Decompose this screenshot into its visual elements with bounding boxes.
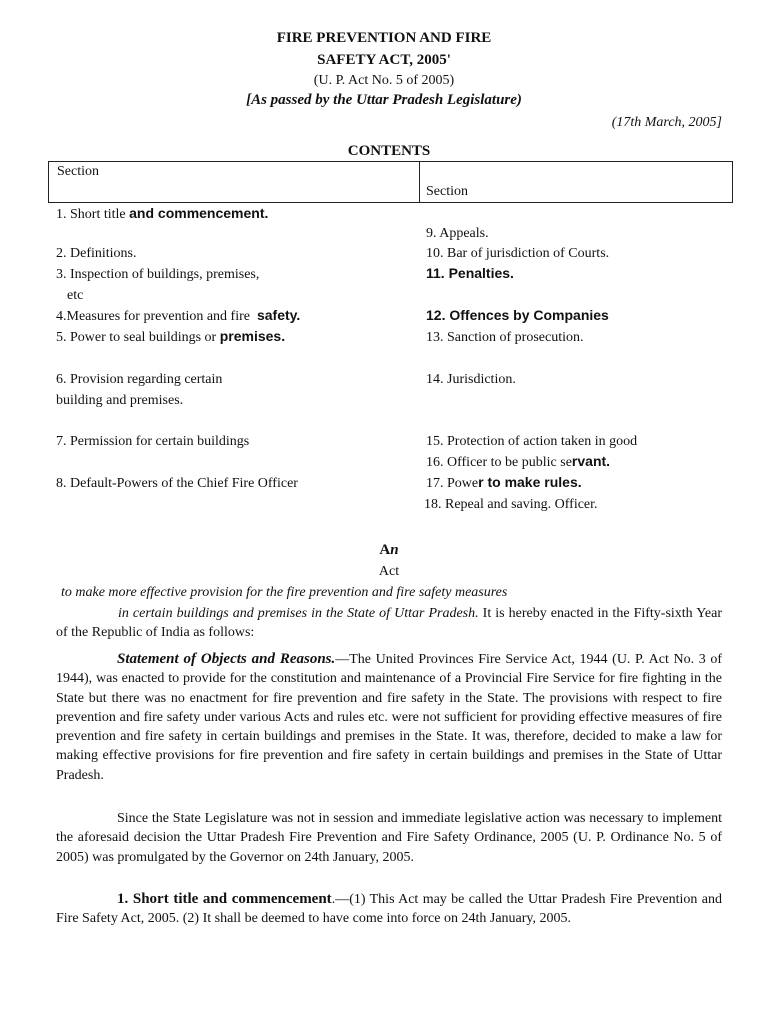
left-section-header: Section xyxy=(57,164,99,179)
toc-left-item: 5. Power to seal buildings or premises. xyxy=(56,328,286,345)
statement-heading: Statement of Objects and Reasons. xyxy=(117,651,336,667)
an-heading: An xyxy=(379,542,399,558)
preamble-line-2: in certain buildings and premises in the State of Uttar Pradesh. It is hereby enacted in the Fifty-sixth Year of the Republic of India as follows: xyxy=(56,606,722,641)
toc-left-item: 3. Inspection of buildings, premises, xyxy=(56,267,260,282)
toc-left-item: 4.Measures for prevention and fire safety. xyxy=(56,307,301,324)
passed-by-line: [As passed by the Uttar Pradesh Legislature) xyxy=(246,92,522,108)
contents-header-box xyxy=(48,161,733,203)
toc-left-item: etc xyxy=(67,288,84,303)
act-word: Act xyxy=(378,564,400,579)
toc-left-item: 2. Definitions. xyxy=(56,246,137,261)
toc-right-item: 15. Protection of action taken in good xyxy=(426,434,638,449)
ordinance-paragraph: Since the State Legislature was not in session and immediate legislative action was necessary to implement the aforesaid decision the Uttar Pradesh Fire Prevention and Fire Safety Ordinance, 2005 (U. P. Ordinance No. 5 of 2005) was promulgated by the Governor on 24th January, 2005. xyxy=(56,811,722,865)
act-number: (U. P. Act No. 5 of 2005) xyxy=(313,73,455,88)
preamble-line-1: to make more effective provision for the fire prevention and fire safety measures xyxy=(61,585,508,600)
toc-right-item: 10. Bar of jurisdiction of Courts. xyxy=(426,246,610,261)
toc-left-item: 8. Default-Powers of the Chief Fire Officer xyxy=(56,476,298,491)
contents-column-divider xyxy=(419,162,420,202)
toc-right-item: 14. Jurisdiction. xyxy=(426,372,516,387)
toc-right-item: 9. Appeals. xyxy=(426,226,489,241)
toc-right-item: 17. Power to make rules. xyxy=(426,474,582,491)
toc-left-item: 6. Provision regarding certain xyxy=(56,372,223,387)
right-section-header: Section xyxy=(426,184,468,199)
toc-left-item: 7. Permission for certain buildings xyxy=(56,434,250,449)
title-line-2: SAFETY ACT, 2005' xyxy=(317,52,451,68)
contents-heading: CONTENTS xyxy=(347,143,431,159)
section-1-heading: 1. Short title and commencement xyxy=(117,891,332,907)
toc-right-item: 18. Repeal and saving. Officer. xyxy=(424,497,598,512)
act-date: (17th March, 2005] xyxy=(611,115,722,130)
toc-right-item: 13. Sanction of prosecution. xyxy=(426,330,584,345)
toc-right-item: 16. Officer to be public servant. xyxy=(426,453,611,470)
statement-of-objects-paragraph: Statement of Objects and Reasons.—The United Provinces Fire Service Act, 1944 (U. P. Act No. 3 of 1944), was enacted to provide for the constitution and maintenance of a Provincial Fire Service for fire fighting in the State but there was no enactment for fire prevention and fire safety in the State. The provisions with respect to fire prevention and fire safety under various Acts and rules etc. were not sufficient for providing effective measures of fire prevention and fire safety in certain buildings and premises in the State. It was, therefore, decided to make a law for making effective provisions for fire prevention and fire safety in certain buildings and premises in the State of Uttar Pradesh. xyxy=(56,651,722,783)
section-1-paragraph: 1. Short title and commencement.—(1) This Act may be called the Uttar Pradesh Fire Prevention and Fire Safety Act, 2005. (2) It shall be deemed to have come into force on 24th January, 2005. xyxy=(56,891,722,927)
toc-left-item: building and premises. xyxy=(56,393,184,408)
title-line-1: FIRE PREVENTION AND FIRE xyxy=(276,30,492,46)
toc-right-item: 11. Penalties. xyxy=(426,265,514,281)
toc-right-item: 12. Offences by Companies xyxy=(426,307,609,323)
toc-left-item: 1. Short title and commencement. xyxy=(56,205,269,222)
